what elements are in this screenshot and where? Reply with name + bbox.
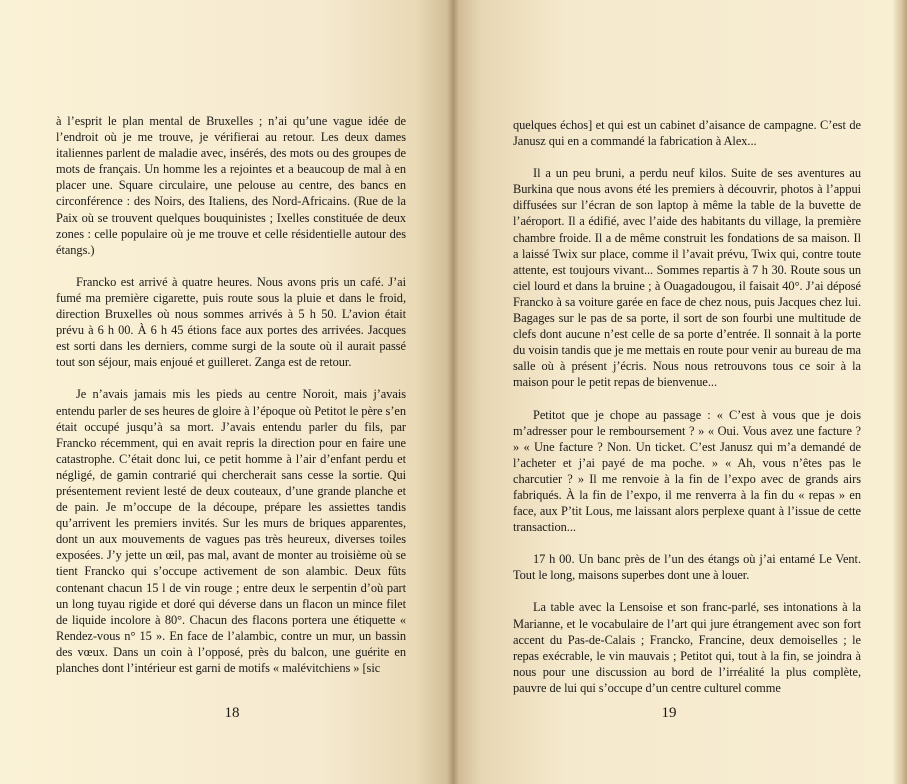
left-page [0, 0, 453, 784]
page-number: 18 [224, 705, 240, 721]
page-edge [893, 0, 907, 784]
paragraph: Francko est arrivé à quatre heures. Nous avons pris un café. J’ai fumé ma première cigarette, puis route sous la pluie et dans le froid, direction Bruxelles où nous sommes arrivés à 5 h 50. L’avion était prévu à 6 h 00. À 6 h 45 étions face aux portes des arrivées. Jacques est sorti dans les derniers, comme surgi de la soute où il aurait passé tout son séjour, mais enjoué et guilleret. Zanga est de retour. [56, 274, 406, 370]
right-page [453, 0, 907, 784]
book-gutter [447, 0, 459, 784]
paragraph: à l’esprit le plan mental de Bruxelles ; n’ai qu’une vague idée de l’endroit où je me trouve, je vérifierai au retour. Les deux dames italiennes parlent de maladie avec, insérés, des mots ou des groupes de mots de français. Un homme les a rejointes et a beaucoup de mal à en placer une. Square circulaire, une pelouse au centre, des bancs en circonférence : des Noirs, des Italiens, des Nord-Africains. (Rue de la Paix où se trouvent quelques bouquinistes ; Ixelles constituée de deux zones : celle populaire où je me trouve et celle résidentielle autour des étangs.) [56, 114, 406, 257]
right-page-text [513, 117, 861, 712]
paragraph: Il a un peu bruni, a perdu neuf kilos. Suite de ses aventures au Burkina que nous avons été les premiers à découvrir, photos à l’appui diffusées sur l’écran de son laptop à même la table de la buvette de l’aéroport. Il a édifié, avec l’aide des habitants du village, la première chambre froide. Il a de même construit les fondations de sa maison. Il a laissé Twix sur place, comme il l’avait prévu, Twix qui, contre toute attente, est toujours vivant... Sommes repartis à 7 h 30. Route sous un ciel lourd et dans la bruine ; à Ouagadougou, il faisait 40°. J’ai déposé Francko à sa voiture garée en face de chez nous, puis Jacques chez lui. Bagages sur le pas de sa porte, il sort de son fourbi une multitude de clefs dont aucune n’est celle de sa porte d’entrée. Il sonnait à la porte du voisin tandis que je me mettais en route pour venir au bureau de ma salle où à présent j’écris. Nous nous retrouvons tous ce soir à la maison pour le petit repas de bienvenue... [513, 166, 861, 390]
page-number: 19 [661, 705, 677, 721]
left-page-text [56, 113, 406, 692]
paragraph: La table avec la Lensoise et son franc-parlé, ses intonations à la Marianne, et le vocabulaire de l’art qui jure étrangement avec son fort accent du Pas-de-Calais ; Francko, Francine, deux demoiselles ; le repas exécrable, le vin mauvais ; Petitot qui, tout à la fin, se joindra à nous pour une discussion au bord de l’irréalité la plus complète, pauvre de lui qui s’occupe d’un centre culturel comme [513, 600, 861, 695]
paragraph: 17 h 00. Un banc près de l’un des étangs où j’ai entamé Le Vent. Tout le long, maisons superbes dont une à louer. [513, 552, 861, 583]
paragraph: Petitot que je chope au passage : « C’est à vous que je dois m’adresser pour le remboursement ? » « Oui. Vous avez une facture ? » « Une facture ? Non. Un ticket. C’est Janusz qui m’a demandé de l’acheter et j’ai payé de ma poche. » « Ah, vous n’êtes pas le charcutier ? » Il me renvoie à la fin de l’expo avec de grands airs fabriqués. À la fin de l’expo, il me renverra à la fin du « repas » en face, aux P’tit Lous, me laissant alors perplexe quant à l’issue de cette transaction... [513, 407, 861, 535]
paragraph: quelques échos] et qui est un cabinet d’aisance de campagne. C’est de Janusz qui en a commandé la fabrication à Alex... [513, 118, 861, 149]
paragraph: Je n’avais jamais mis les pieds au centre Noroit, mais j’avais entendu parler de ses heures de gloire à l’époque où Petitot le père s’en était occupé jusqu’à sa mort. J’avais entendu parler du fils, par Francko récemment, qui en avait repris la direction pour en faire une catastrophe. C’était donc lui, ce petit homme à l’air d’enfant perdu et négligé, de gamin contrarié qui chercherait sans cesse la sortie. Qui présentement revient lesté de deux couteaux, d’une grande planche et de pain. Je m’occupe de la découpe, prépare les assiettes tandis qu’arrivent les premiers invités. Sur les murs de briques apparentes, dont un aux mouvements de vagues pas très heureux, diverses toiles exposées. J’y jette un œil, pas mal, avant de monter au troisième où se tient Francko qui s’occupe activement de son alambic. Deux fûts contenant chacun 15 l de vin rouge ; entre deux le serpentin d’où part un long tuyau rigide et doré qui déverse dans un flacon un mince filet de liquide incolore à 80°. Chacun des flacons portera une étiquette « Rendez-vous n° 15 ». En face de l’alambic, contre un mur, un bassin des vœux. Dans un coin à l’opposé, près du balcon, une guérite en planches dont l’intérieur est garni de motifs « malévitchiens » [sic [56, 387, 406, 675]
